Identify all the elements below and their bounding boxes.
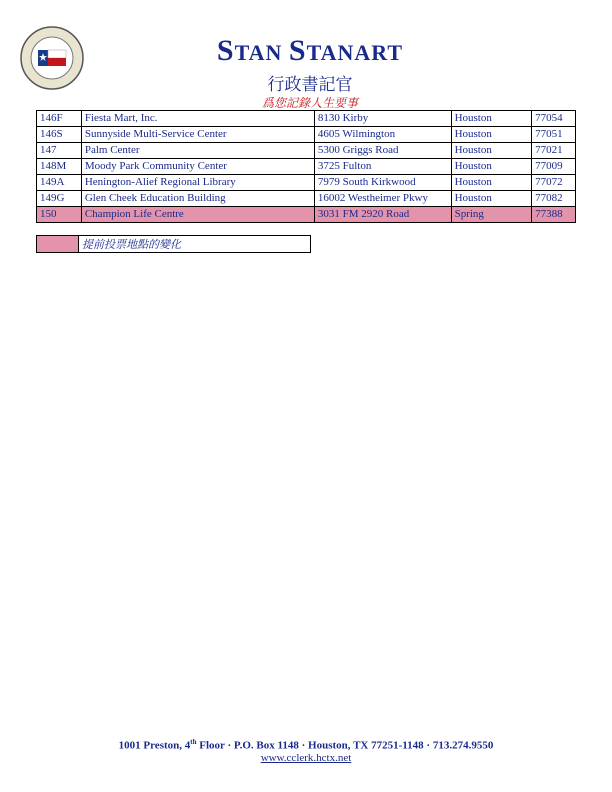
legend-swatch <box>37 236 79 253</box>
table-row <box>37 111 576 127</box>
table-row <box>37 143 576 159</box>
table-row <box>37 127 576 143</box>
cell-address: 8130 Kirby <box>314 111 451 127</box>
table-row <box>37 207 576 223</box>
clerk-title: 行政書記官 <box>267 75 353 95</box>
cell-name: Glen Cheek Education Building <box>81 191 314 207</box>
website-link[interactable]: www.cclerk.hctx.net <box>260 752 352 764</box>
cell-num: 148M <box>37 159 82 175</box>
cell-address: 5300 Griggs Road <box>314 143 451 159</box>
cell-num: 149A <box>37 175 82 191</box>
footer-address: 1001 Preston, 4th Floor · P.O. Box 1148 · Houston, TX 77251-1148 · 713.274.9550 <box>118 738 494 752</box>
cell-name: Champion Life Centre <box>81 207 314 223</box>
cell-zip: 77072 <box>532 175 576 191</box>
cell-zip: 77051 <box>532 127 576 143</box>
cell-city: Houston <box>451 111 532 127</box>
cell-name: Palm Center <box>81 143 314 159</box>
clerk-name: STAN STANART <box>216 34 404 67</box>
footer-website <box>0 752 612 764</box>
cell-name: Fiesta Mart, Inc. <box>81 111 314 127</box>
cell-num: 149G <box>37 191 82 207</box>
cell-address: 3031 FM 2920 Road <box>314 207 451 223</box>
cell-name: Sunnyside Multi-Service Center <box>81 127 314 143</box>
cell-address: 7979 South Kirkwood <box>314 175 451 191</box>
cell-num: 146F <box>37 111 82 127</box>
cell-city: Houston <box>451 159 532 175</box>
cell-city: Houston <box>451 175 532 191</box>
cell-address: 16002 Westheimer Pkwy <box>314 191 451 207</box>
clerk-motto: 爲您記錄人生要事 <box>261 96 358 110</box>
cell-num: 147 <box>37 143 82 159</box>
cell-city: Spring <box>451 207 532 223</box>
cell-city: Houston <box>451 127 532 143</box>
cell-num: 146S <box>37 127 82 143</box>
cell-city: Houston <box>451 143 532 159</box>
table-row <box>37 159 576 175</box>
cell-zip: 77009 <box>532 159 576 175</box>
cell-zip: 77054 <box>532 111 576 127</box>
cell-address: 4605 Wilmington <box>314 127 451 143</box>
cell-city: Houston <box>451 191 532 207</box>
cell-zip: 77021 <box>532 143 576 159</box>
cell-name: Henington-Alief Regional Library <box>81 175 314 191</box>
cell-zip: 77388 <box>532 207 576 223</box>
table-row <box>37 175 576 191</box>
cell-num: 150 <box>37 207 82 223</box>
cell-name: Moody Park Community Center <box>81 159 314 175</box>
harris-county-clerk-seal <box>20 26 84 90</box>
cell-address: 3725 Fulton <box>314 159 451 175</box>
legend <box>36 235 311 253</box>
cell-zip: 77082 <box>532 191 576 207</box>
early-voting-locations-table <box>36 110 576 223</box>
legend-label: 提前投票地點的變化 <box>79 236 311 253</box>
table-row <box>37 191 576 207</box>
